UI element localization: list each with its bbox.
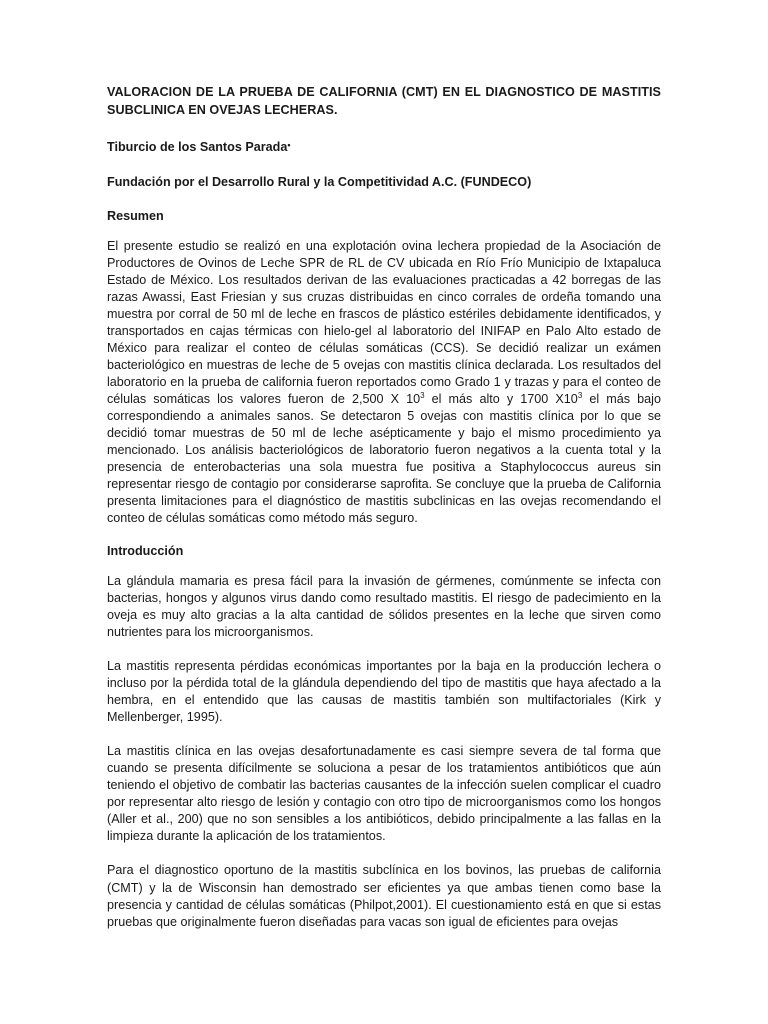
affiliation: Fundación por el Desarrollo Rural y la Competitividad A.C. (FUNDECO) xyxy=(107,174,532,189)
intro-paragraph-2: La mastitis representa pérdidas económicas importantes por la baja en la producción lechera o incluso por la pérdida total de la glándula dependiendo del tipo de mastitis que haya afectado a la hembra, en el entendido que las causas de mastitis también son multifactoriales (Kirk y Mellenberger, 1995). xyxy=(107,658,661,725)
abstract-text-3: el más bajo correspondiendo a animales sanos. Se detectaron 5 ovejas con mastitis clínica por lo que se decidió tomar muestras de 50 ml de leche asépticamente y bajo el mismo procedimiento ya mencionado. Los análisis bacteriológicos de laboratorio fueron negativos a la cuenta total y la presencia de enterobacterias una sola muestra fue positiva a Staphylococcus aureus sin representar riesgo de contagio por considerarse saprofita. Se concluye que la prueba de California presenta limitaciones para el diagnóstico de mastitis subclinicas en las ovejas recomendando el conteo de células somáticas como método más seguro. xyxy=(107,391,661,526)
author-footnote-mark: • xyxy=(287,140,291,150)
intro-paragraph-4: Para el diagnostico oportuno de la mastitis subclínica en los bovinos, las pruebas de california (CMT) y la de Wisconsin han demostrado ser eficientes ya que ambas tienen como base la presencia y cantidad de células somáticas (Philpot,2001). El cuestionamiento está en que si estas pruebas que originalmente fueron diseñadas para vacas son igual de eficientes para ovejas xyxy=(107,863,661,929)
author-line xyxy=(107,137,661,157)
abstract-paragraph xyxy=(107,238,661,528)
author-name: Tiburcio de los Santos Parada xyxy=(107,140,288,154)
abstract-superscript-2: 3 xyxy=(577,390,583,400)
abstract-heading: Resumen xyxy=(107,209,164,223)
introduction-heading: Introducción xyxy=(107,544,184,559)
abstract-text-2: el más alto y 1700 X10 xyxy=(424,391,578,406)
intro-paragraph-3: La mastitis clínica en las ovejas desafortunadamente es casi siempre severa de tal forma que cuando se presenta difícilmente se soluciona a pesar de los tratamientos antibióticos que aún teniendo el objetivo de combatir las bacterias causantes de la infección suelen complicar el cuadro por representar alto riesgo de lesión y contagio con otro tipo de microorganismos como los hongos (Aller et al., 200) que no son sensibles a los antibióticos, debido principalmente a las fallas en la limpieza durante la aplicación de los tratamientos. xyxy=(107,744,661,844)
abstract-superscript-1: 3 xyxy=(420,390,425,400)
intro-paragraph-1: La glándula mamaria es presa fácil para la invasión de gérmenes, comúnmente se infecta con bacterias, hongos y algunos virus dando como resultado mastitis. El riesgo de padecimiento en la oveja es muy alto gracias a la alta cantidad de sólidos presentes en la leche que sirven como nutrientes para los microorganismos. xyxy=(107,573,661,639)
abstract-text-1: El presente estudio se realizó en una explotación ovina lechera propiedad de la Asociación de Productores de Ovinos de Leche SPR de RL de CV ubicada en Río Frío Municipio de Ixtapaluca Estado de México. Los resultados derivan de las evaluaciones practicadas a 42 borregas de las razas Awassi, East Friesian y sus cruzas distribuidas en cinco corrales de ordeña tomando una muestra por corral de 50 ml de leche en frascos de plástico estériles debidamente identificados, y transportados en cajas térmicas con hielo-gel al laboratorio del INIFAP en Palo Alto estado de México para realizar el conteo de células somáticas (CCS). Se decidió realizar un exámen bacteriológico en muestras de leche de 5 ovejas con mastitis clínica declarada. Los resultados del laboratorio en la prueba de california fueron reportados como Grado 1 y trazas y para el conteo de células somáticas los valores fueron de 2,500 X 10 xyxy=(107,238,661,406)
document-page xyxy=(107,84,661,948)
paper-title: VALORACION DE LA PRUEBA DE CALIFORNIA (CMT) EN EL DIAGNOSTICO DE MASTITIS SUBCLINICA EN OVEJAS LECHERAS. xyxy=(107,85,661,117)
